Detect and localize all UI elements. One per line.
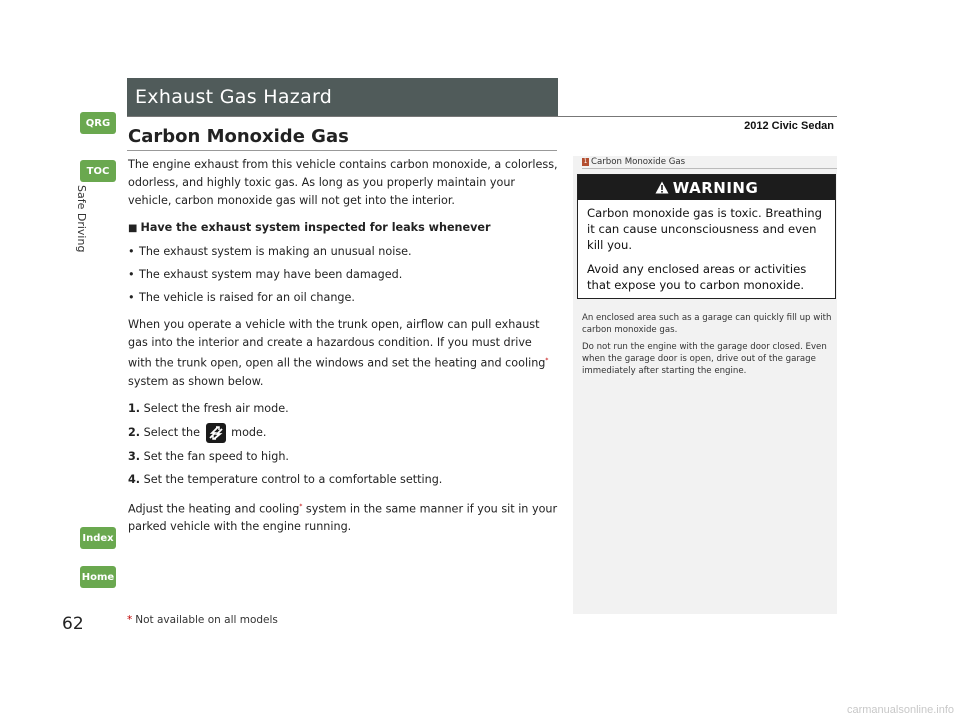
adjust-paragraph-text-a: Adjust the heating and cooling — [128, 502, 300, 516]
section-header-bar — [127, 78, 558, 116]
section-header-title: Exhaust Gas Hazard — [135, 86, 333, 108]
trunk-paragraph — [128, 316, 558, 391]
warning-box — [577, 174, 836, 299]
reference-marker: 1 — [583, 158, 588, 165]
step-text: Select the — [140, 425, 201, 439]
intro-paragraph: The engine exhaust from this vehicle contains carbon monoxide, a colorless, odorless, and highly toxic gas. As long as you properly maintain your vehicle, carbon monoxide gas will not get into the interior. — [128, 158, 558, 207]
step-number: 4. — [128, 472, 141, 486]
step-item — [128, 448, 558, 466]
step-text: mode. — [227, 425, 267, 439]
list-item-text: The vehicle is raised for an oil change. — [139, 291, 355, 304]
footnote — [127, 614, 278, 626]
adjust-paragraph-text-b: system in the same manner if you sit in your parked vehicle with the engine running. — [128, 502, 558, 534]
warning-text: Avoid any enclosed areas or activities that expose you to carbon monoxide. — [587, 262, 807, 292]
footnote-star: * — [127, 614, 133, 626]
trunk-paragraph-text-b: system as shown below. — [128, 374, 264, 388]
step-item — [128, 400, 558, 418]
title-divider — [127, 150, 557, 151]
step-text: Set the temperature control to a comfortable setting. — [140, 472, 443, 486]
toc-button[interactable]: TOC — [80, 160, 116, 182]
list-item-text: The exhaust system is making an unusual noise. — [139, 245, 412, 258]
step-number: 1. — [128, 401, 141, 415]
warning-text: Carbon monoxide gas is toxic. Breathing it can cause unconsciousness and even kill you. — [587, 206, 822, 252]
sidebar-note: An enclosed area such as a garage can quickly fill up with carbon monoxide gas. — [582, 313, 832, 335]
page-number: 62 — [62, 614, 84, 634]
watermark: carmanualsonline.info — [846, 704, 954, 716]
list-item — [128, 266, 558, 284]
sidebar-divider — [582, 168, 837, 169]
step-text: Set the fan speed to high. — [140, 449, 289, 463]
header-divider — [127, 116, 837, 117]
bullet-icon: • — [128, 268, 135, 281]
step-number: 2. — [128, 425, 141, 439]
step-item — [128, 423, 558, 443]
warning-triangle-icon — [655, 181, 669, 194]
section-label: Safe Driving — [75, 185, 88, 253]
trunk-paragraph-text-a: When you operate a vehicle with the trunk open, airflow can pull exhaust gas into the interior and create a hazardous condition. If you must drive with the trunk open, open all the windows and set the heating and cooling — [128, 318, 546, 370]
adjust-paragraph — [128, 498, 558, 537]
inspection-subheading-text: Have the exhaust system inspected for leaks whenever — [140, 221, 491, 234]
bullet-icon: • — [128, 291, 135, 304]
step-number: 3. — [128, 449, 141, 463]
inspection-subheading — [128, 219, 558, 238]
list-item — [128, 289, 558, 307]
warning-body — [578, 200, 835, 293]
airflow-mode-icon — [206, 423, 226, 443]
footnote-asterisk: * — [545, 357, 549, 364]
step-item — [128, 471, 558, 489]
page-title: Carbon Monoxide Gas — [128, 126, 349, 147]
footnote-text: Not available on all models — [135, 614, 278, 626]
sidebar-note-title — [582, 157, 685, 167]
warning-label: WARNING — [672, 178, 759, 197]
list-item-text: The exhaust system may have been damaged. — [139, 268, 403, 281]
qrg-button[interactable]: QRG — [80, 112, 116, 134]
main-content — [128, 156, 558, 545]
index-button[interactable]: Index — [80, 527, 116, 549]
warning-header — [578, 175, 835, 200]
vehicle-model-label: 2012 Civic Sedan — [744, 120, 834, 132]
sidebar-note-title-text: Carbon Monoxide Gas — [591, 157, 686, 167]
sidebar-notes — [582, 312, 832, 382]
home-button[interactable]: Home — [80, 566, 116, 588]
sidebar-note: Do not run the engine with the garage door closed. Even when the garage door is open, drive out of the garage immediately after starting the engine. — [582, 342, 827, 376]
footnote-asterisk: * — [299, 502, 303, 510]
bullet-icon: • — [128, 245, 135, 258]
step-text: Select the fresh air mode. — [140, 401, 289, 415]
square-bullet-icon: ■ — [128, 223, 138, 234]
list-item — [128, 243, 558, 261]
